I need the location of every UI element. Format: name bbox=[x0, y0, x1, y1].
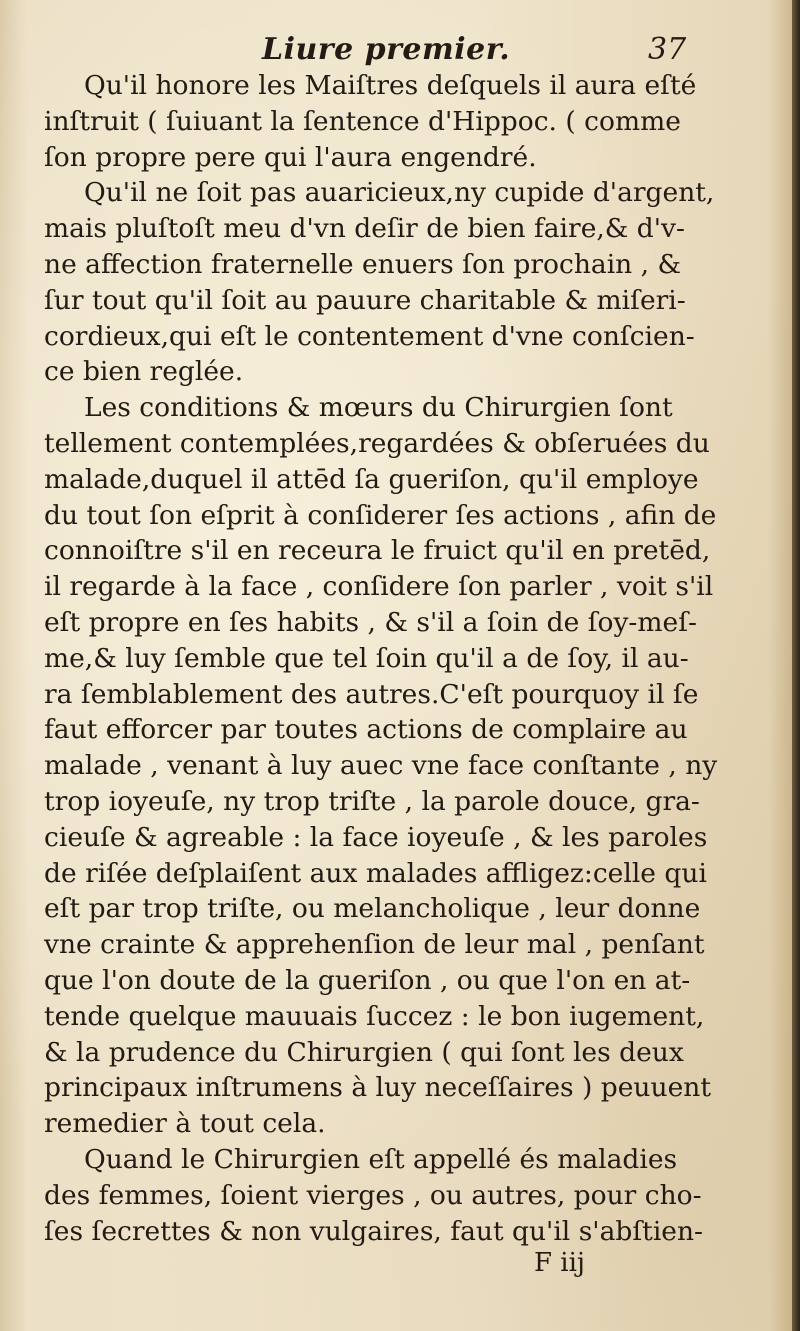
text-line: ra ſemblablement des autres.C'eſt pourquoy il ſe bbox=[44, 678, 699, 710]
text-line: de riſée deſplaiſent aux malades affligez:celle qui bbox=[44, 857, 707, 889]
text-line: Quand le Chirurgien eſt appellé és maladies bbox=[84, 1143, 678, 1175]
page-header bbox=[0, 26, 792, 66]
text-line: cordieux,qui eſt le contentement d'vne conſcien- bbox=[44, 320, 695, 352]
signature-mark: F iij bbox=[534, 1248, 585, 1278]
text-line: malade,duquel il attēd ſa gueriſon, qu'il employe bbox=[44, 463, 699, 495]
text-line: il regarde à la face , conſidere ſon parler , voit s'il bbox=[44, 571, 714, 603]
text-line: principaux inſtrumens à luy neceſſaires ) peuuent bbox=[44, 1072, 711, 1104]
text-line: ſur tout qu'il ſoit au pauure charitable & miſeri- bbox=[44, 284, 686, 316]
text-line: ſes ſecrettes & non vulgaires, faut qu'il s'abſtien- bbox=[44, 1215, 703, 1247]
text-line: trop ioyeuſe, ny trop triſte , la parole douce, gra- bbox=[44, 785, 700, 817]
page-edge bbox=[792, 0, 800, 1331]
text-line: Les conditions & mœurs du Chirurgien ſont bbox=[84, 392, 673, 424]
text-line: tende quelque mauuais ſuccez : le bon iugement, bbox=[44, 1000, 705, 1032]
text-line: ne affection fraternelle enuers ſon prochain , & bbox=[44, 248, 682, 280]
page-number: 37 bbox=[648, 32, 687, 67]
text-line: connoiſtre s'il en receura le fruict qu'il en pretēd, bbox=[44, 535, 711, 567]
text-line: cieuſe & agreable : la face ioyeuſe , & les paroles bbox=[44, 821, 708, 853]
text-line: que l'on doute de la gueriſon , ou que l'on en at- bbox=[44, 964, 691, 996]
running-title: Liure premier. bbox=[262, 32, 511, 67]
text-line: du tout ſon eſprit à conſiderer ſes actions , afin de bbox=[44, 499, 717, 531]
text-line: faut efforcer par toutes actions de complaire au bbox=[44, 714, 688, 746]
text-line: vne crainte & apprehenſion de leur mal , penſant bbox=[44, 929, 705, 961]
text-line: eſt propre en ſes habits , & s'il a ſoin de ſoy-meſ- bbox=[44, 606, 697, 638]
text-line: Qu'il ne ſoit pas auaricieux,ny cupide d'argent, bbox=[84, 177, 715, 209]
text-line: inſtruit ( ſuiuant la ſentence d'Hippoc. ( comme bbox=[44, 105, 681, 137]
text-line: Qu'il honore les Maiſtres deſquels il aura eſté bbox=[84, 70, 697, 101]
text-line: tellement contemplées,regardées & obſeruées du bbox=[44, 427, 710, 459]
text-line: remedier à tout cela. bbox=[44, 1108, 326, 1140]
text-line: eſt par trop triſte, ou melancholique , leur donne bbox=[44, 893, 701, 925]
text-line: des femmes, ſoient vierges , ou autres, pour cho- bbox=[44, 1179, 702, 1211]
text-line: mais pluſtoſt meu d'vn deſir de bien faire,& d'v- bbox=[44, 213, 685, 245]
text-line: ce bien reglée. bbox=[44, 356, 244, 388]
text-line: malade , venant à luy auec vne face conſtante , ny bbox=[44, 750, 718, 782]
text-line: & la prudence du Chirurgien ( qui ſont les deux bbox=[44, 1036, 684, 1068]
text-line: ſon propre pere qui l'aura engendré. bbox=[44, 141, 537, 173]
body-text bbox=[44, 68, 718, 1249]
text-line: me,& luy ſemble que tel ſoin qu'il a de ſoy, il au- bbox=[44, 642, 689, 674]
